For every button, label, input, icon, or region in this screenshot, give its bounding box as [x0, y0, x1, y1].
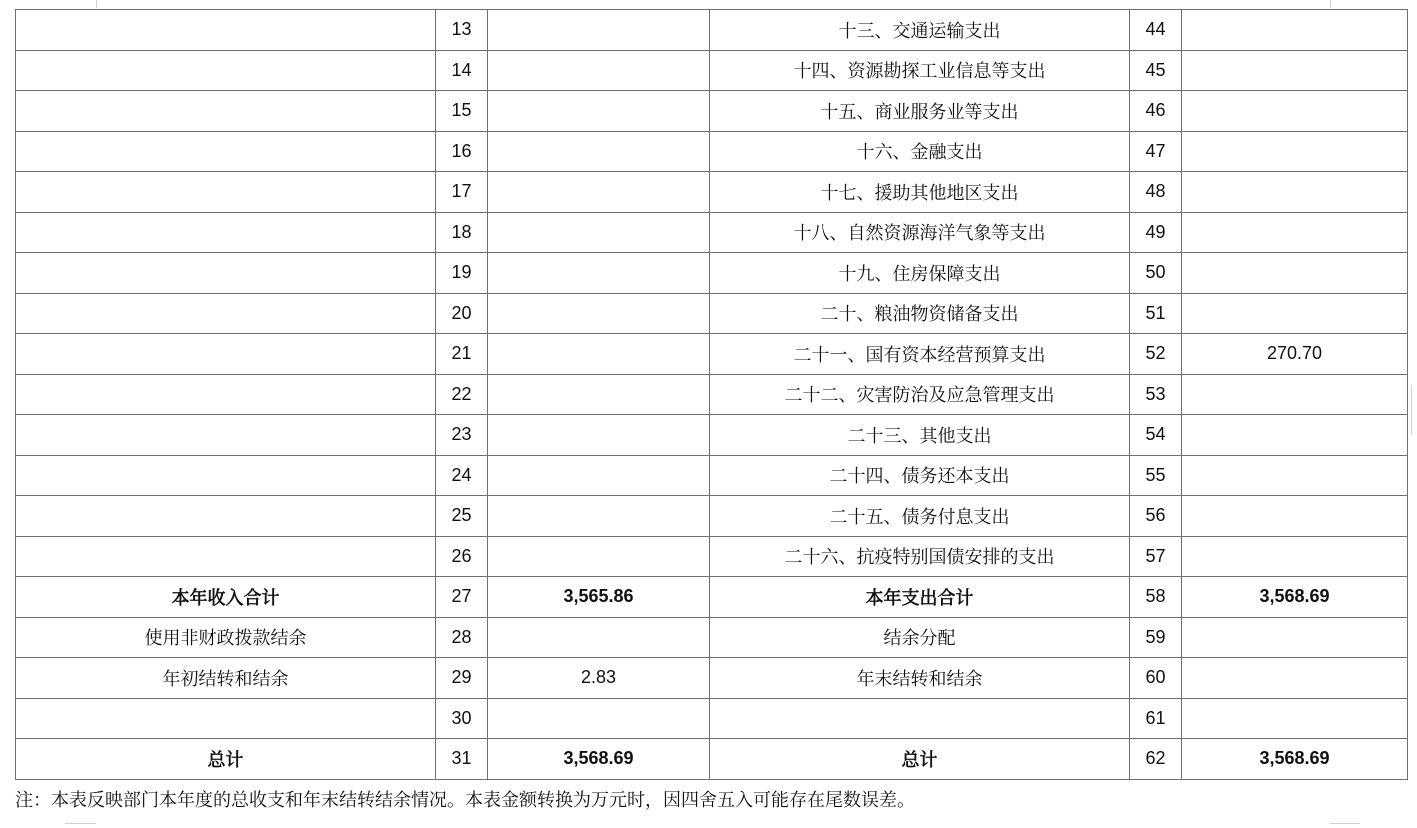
expense-line-number-cell: 45	[1130, 50, 1182, 91]
expense-line-number-cell: 48	[1130, 172, 1182, 213]
income-line-number-cell: 25	[436, 496, 488, 537]
income-line-number-cell: 30	[436, 698, 488, 739]
income-item-cell	[16, 374, 436, 415]
income-amount-cell	[488, 455, 710, 496]
income-line-number-cell: 26	[436, 536, 488, 577]
budget-sheet	[15, 9, 1408, 780]
expense-item-cell: 二十三、其他支出	[710, 415, 1130, 456]
expense-line-number-cell: 50	[1130, 253, 1182, 294]
footnote: 注：本表反映部门本年度的总收支和年末结转结余情况。本表金额转换为万元时，因四舍五入可能存在尾数误差。	[15, 790, 915, 811]
page-corner-guide	[65, 823, 96, 824]
income-line-number-cell: 17	[436, 172, 488, 213]
expense-amount-cell	[1182, 536, 1408, 577]
income-amount-cell	[488, 50, 710, 91]
expense-amount-cell	[1182, 658, 1408, 699]
table-row	[16, 455, 1408, 496]
income-amount-cell: 3,565.86	[488, 577, 710, 618]
income-amount-cell	[488, 698, 710, 739]
expense-item-cell: 年末结转和结余	[710, 658, 1130, 699]
page-corner-guide	[1330, 823, 1360, 824]
income-item-cell	[16, 212, 436, 253]
expense-item-cell: 总计	[710, 739, 1130, 780]
table-row	[16, 91, 1408, 132]
expense-line-number-cell: 58	[1130, 577, 1182, 618]
expense-amount-cell: 3,568.69	[1182, 577, 1408, 618]
expense-item-cell: 二十一、国有资本经营预算支出	[710, 334, 1130, 375]
expense-amount-cell	[1182, 253, 1408, 294]
table-row	[16, 253, 1408, 294]
table-row	[16, 496, 1408, 537]
expense-item-cell: 十四、资源勘探工业信息等支出	[710, 50, 1130, 91]
expense-item-cell: 二十二、灾害防治及应急管理支出	[710, 374, 1130, 415]
income-amount-cell	[488, 496, 710, 537]
income-line-number-cell: 29	[436, 658, 488, 699]
income-amount-cell	[488, 212, 710, 253]
expense-item-cell: 十六、金融支出	[710, 131, 1130, 172]
income-amount-cell	[488, 253, 710, 294]
expense-item-cell: 十三、交通运输支出	[710, 10, 1130, 51]
expense-amount-cell	[1182, 131, 1408, 172]
expense-amount-cell	[1182, 293, 1408, 334]
expense-amount-cell	[1182, 50, 1408, 91]
expense-line-number-cell: 57	[1130, 536, 1182, 577]
income-item-cell	[16, 496, 436, 537]
income-line-number-cell: 23	[436, 415, 488, 456]
income-line-number-cell: 31	[436, 739, 488, 780]
expense-amount-cell	[1182, 10, 1408, 51]
expense-amount-cell	[1182, 617, 1408, 658]
income-line-number-cell: 22	[436, 374, 488, 415]
page-corner-guide	[1330, 0, 1331, 8]
expense-item-cell: 二十五、债务付息支出	[710, 496, 1130, 537]
income-item-cell	[16, 131, 436, 172]
table-row	[16, 415, 1408, 456]
expense-amount-cell: 3,568.69	[1182, 739, 1408, 780]
expense-line-number-cell: 47	[1130, 131, 1182, 172]
income-amount-cell	[488, 536, 710, 577]
expense-amount-cell	[1182, 455, 1408, 496]
expense-line-number-cell: 55	[1130, 455, 1182, 496]
expense-item-cell: 本年支出合计	[710, 577, 1130, 618]
income-amount-cell	[488, 415, 710, 456]
income-item-cell	[16, 253, 436, 294]
page-corner-guide	[96, 0, 97, 8]
expense-line-number-cell: 60	[1130, 658, 1182, 699]
income-amount-cell	[488, 172, 710, 213]
expense-line-number-cell: 51	[1130, 293, 1182, 334]
table-row	[16, 536, 1408, 577]
expense-line-number-cell: 53	[1130, 374, 1182, 415]
total-row	[16, 739, 1408, 780]
expense-item-cell: 十五、商业服务业等支出	[710, 91, 1130, 132]
income-line-number-cell: 16	[436, 131, 488, 172]
expense-line-number-cell: 44	[1130, 10, 1182, 51]
income-line-number-cell: 18	[436, 212, 488, 253]
expense-line-number-cell: 49	[1130, 212, 1182, 253]
income-amount-cell: 3,568.69	[488, 739, 710, 780]
income-item-cell: 使用非财政拨款结余	[16, 617, 436, 658]
page-edge-guide	[1411, 385, 1412, 435]
income-item-cell: 年初结转和结余	[16, 658, 436, 699]
income-item-cell	[16, 172, 436, 213]
table-row	[16, 50, 1408, 91]
table-row	[16, 658, 1408, 699]
budget-table	[15, 9, 1408, 780]
table-row	[16, 131, 1408, 172]
income-item-cell	[16, 50, 436, 91]
income-item-cell	[16, 415, 436, 456]
income-item-cell	[16, 10, 436, 51]
income-amount-cell	[488, 374, 710, 415]
total-row	[16, 577, 1408, 618]
expense-amount-cell: 270.70	[1182, 334, 1408, 375]
income-line-number-cell: 13	[436, 10, 488, 51]
expense-item-cell	[710, 698, 1130, 739]
income-line-number-cell: 27	[436, 577, 488, 618]
expense-amount-cell	[1182, 374, 1408, 415]
income-line-number-cell: 20	[436, 293, 488, 334]
expense-line-number-cell: 52	[1130, 334, 1182, 375]
expense-amount-cell	[1182, 698, 1408, 739]
expense-line-number-cell: 56	[1130, 496, 1182, 537]
income-amount-cell	[488, 293, 710, 334]
table-body	[16, 10, 1408, 780]
expense-item-cell: 十七、援助其他地区支出	[710, 172, 1130, 213]
expense-line-number-cell: 46	[1130, 91, 1182, 132]
expense-amount-cell	[1182, 91, 1408, 132]
table-row	[16, 374, 1408, 415]
income-amount-cell	[488, 334, 710, 375]
income-item-cell	[16, 293, 436, 334]
income-amount-cell	[488, 131, 710, 172]
expense-line-number-cell: 62	[1130, 739, 1182, 780]
expense-item-cell: 二十四、债务还本支出	[710, 455, 1130, 496]
expense-item-cell: 十八、自然资源海洋气象等支出	[710, 212, 1130, 253]
income-item-cell: 总计	[16, 739, 436, 780]
table-row	[16, 172, 1408, 213]
income-amount-cell	[488, 91, 710, 132]
expense-item-cell: 十九、住房保障支出	[710, 253, 1130, 294]
expense-amount-cell	[1182, 212, 1408, 253]
table-row	[16, 698, 1408, 739]
expense-line-number-cell: 54	[1130, 415, 1182, 456]
income-line-number-cell: 15	[436, 91, 488, 132]
expense-item-cell: 结余分配	[710, 617, 1130, 658]
expense-amount-cell	[1182, 415, 1408, 456]
income-item-cell	[16, 698, 436, 739]
table-row	[16, 293, 1408, 334]
income-line-number-cell: 19	[436, 253, 488, 294]
expense-amount-cell	[1182, 496, 1408, 537]
expense-line-number-cell: 59	[1130, 617, 1182, 658]
table-row	[16, 617, 1408, 658]
income-item-cell	[16, 91, 436, 132]
income-line-number-cell: 28	[436, 617, 488, 658]
income-item-cell	[16, 455, 436, 496]
income-line-number-cell: 14	[436, 50, 488, 91]
income-amount-cell	[488, 10, 710, 51]
income-amount-cell: 2.83	[488, 658, 710, 699]
income-line-number-cell: 24	[436, 455, 488, 496]
expense-item-cell: 二十六、抗疫特别国债安排的支出	[710, 536, 1130, 577]
income-item-cell: 本年收入合计	[16, 577, 436, 618]
table-row	[16, 10, 1408, 51]
expense-line-number-cell: 61	[1130, 698, 1182, 739]
income-item-cell	[16, 334, 436, 375]
income-item-cell	[16, 536, 436, 577]
income-line-number-cell: 21	[436, 334, 488, 375]
expense-amount-cell	[1182, 172, 1408, 213]
expense-item-cell: 二十、粮油物资储备支出	[710, 293, 1130, 334]
income-amount-cell	[488, 617, 710, 658]
table-row	[16, 212, 1408, 253]
table-row	[16, 334, 1408, 375]
